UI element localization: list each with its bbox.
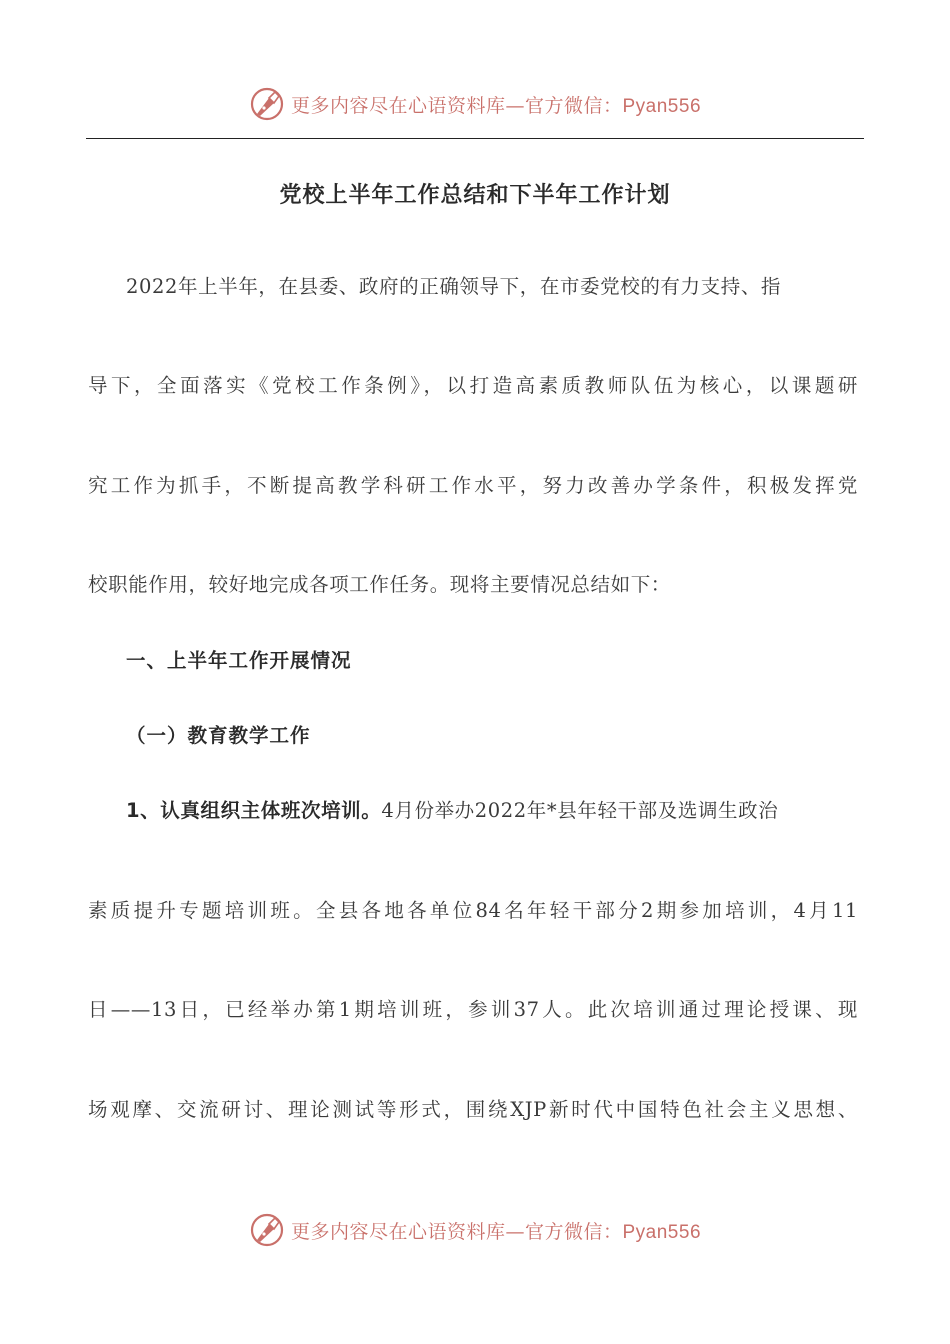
watermark-dash: —	[505, 1220, 525, 1243]
watermark-wechat-id: Pyan556	[622, 95, 702, 117]
footer-watermark	[0, 1210, 950, 1250]
item1-line-1	[126, 796, 858, 826]
watermark-wechat-label: 官方微信：	[524, 94, 623, 117]
watermark-brand: 更多内容尽在心语资料库	[290, 94, 506, 117]
intro-line-3: 究工作为抓手，不断提高教学科研工作水平，努力改善办学条件，积极发挥党	[88, 474, 858, 497]
document-title: 党校上半年工作总结和下半年工作计划	[279, 183, 671, 208]
header-divider	[86, 138, 864, 139]
item1-line-4: 场观摩、交流研讨、理论测试等形式，围绕XJP新时代中国特色社会主义思想、	[88, 1098, 858, 1121]
item1-lead: 1、认真组织主体班次培训。	[126, 799, 382, 822]
intro-line-4: 校职能作用，较好地完成各项工作任务。现将主要情况总结如下：	[88, 573, 671, 596]
watermark-wechat-label: 官方微信：	[524, 1220, 623, 1243]
watermark-text	[291, 91, 701, 118]
watermark-text	[291, 1217, 701, 1244]
watermark-wechat-id: Pyan556	[622, 1221, 702, 1243]
section-heading-1: 一、上半年工作开展情况	[126, 649, 352, 672]
intro-line-1: 2022年上半年，在县委、政府的正确领导下，在市委党校的有力支持、指	[126, 275, 782, 298]
pen-nib-logo-icon	[249, 1212, 285, 1248]
pen-nib-logo-icon	[249, 86, 285, 122]
item1-line-3: 日——13日，已经举办第1期培训班，参训37人。此次培训通过理论授课、现	[88, 998, 858, 1021]
watermark-dash: —	[505, 94, 525, 117]
watermark-brand: 更多内容尽在心语资料库	[290, 1220, 506, 1243]
subsection-heading-1: （一）教育教学工作	[126, 724, 311, 747]
item1-line-2: 素质提升专题培训班。全县各地各单位84名年轻干部分2期参加培训，4月11	[88, 899, 858, 922]
header-watermark	[0, 84, 950, 124]
intro-line-2: 导下，全面落实《党校工作条例》，以打造高素质教师队伍为核心，以课题研	[88, 374, 858, 397]
item1-line-1-text: 4月份举办2022年*县年轻干部及选调生政治	[381, 799, 779, 822]
